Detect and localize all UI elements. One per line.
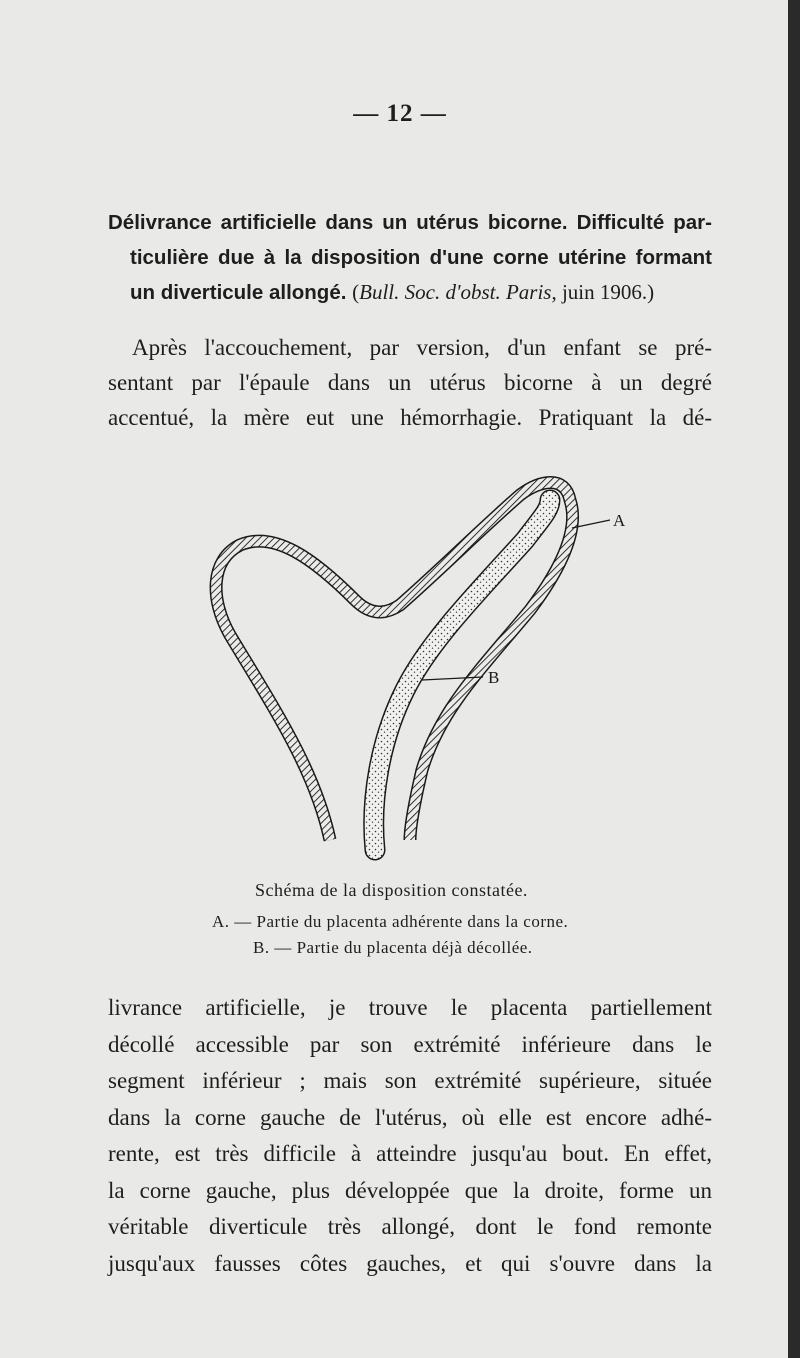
text-line: rente, est très difficile à atteindre jusqu'au bout. En effet, (108, 1141, 712, 1166)
text-line: décollé accessible par son extrémité inférieure dans le (108, 1031, 712, 1057)
paragraph-intro (108, 330, 712, 435)
text-line: accentué, la mère eut une hémorrhagie. Pratiquant la dé- (108, 405, 712, 430)
bicornuate-uterus-diagram (200, 470, 650, 870)
paragraph-continuation (108, 990, 712, 1282)
caption-legend-a: A. — Partie du placenta adhérente dans la corne. (212, 912, 569, 931)
title-line: un diverticule allongé. (Bull. Soc. d'obst. Paris, juin 1906.) (130, 280, 655, 304)
article-title (108, 205, 712, 310)
title-source: (Bull. Soc. d'obst. Paris, juin 1906.) (352, 280, 655, 304)
text-line: la corne gauche, plus développée que la droite, forme un (108, 1177, 712, 1203)
title-line: Délivrance artificielle dans un utérus bicorne. Difficulté par- (108, 211, 712, 234)
text-line: livrance artificielle, je trouve le placenta partiellement (108, 995, 712, 1020)
text-line: véritable diverticule très allongé, dont le fond remonte (108, 1214, 712, 1239)
text-line: jusqu'aux fausses côtes gauches, et qui s'ouvre dans la (108, 1250, 712, 1276)
page-number: — 12 — (353, 100, 447, 127)
text-line: sentant par l'épaule dans un utérus bicorne à un degré (108, 370, 712, 395)
text-line: segment inférieur ; mais son extrémité supérieure, située (108, 1068, 712, 1093)
caption-legend-b: B. — Partie du placenta déjà décollée. (253, 938, 533, 957)
label-a: A (613, 511, 626, 530)
title-line: ticulière due à la disposition d'une corne utérine formant (130, 246, 712, 269)
label-b: B (488, 668, 500, 687)
text-line: Après l'accouchement, par version, d'un enfant se pré- (132, 335, 712, 360)
page-edge-shadow (788, 0, 800, 1358)
text-line: dans la corne gauche de l'utérus, où elle est encore adhé- (108, 1104, 712, 1130)
caption-title: Schéma de la disposition constatée. (255, 880, 528, 900)
